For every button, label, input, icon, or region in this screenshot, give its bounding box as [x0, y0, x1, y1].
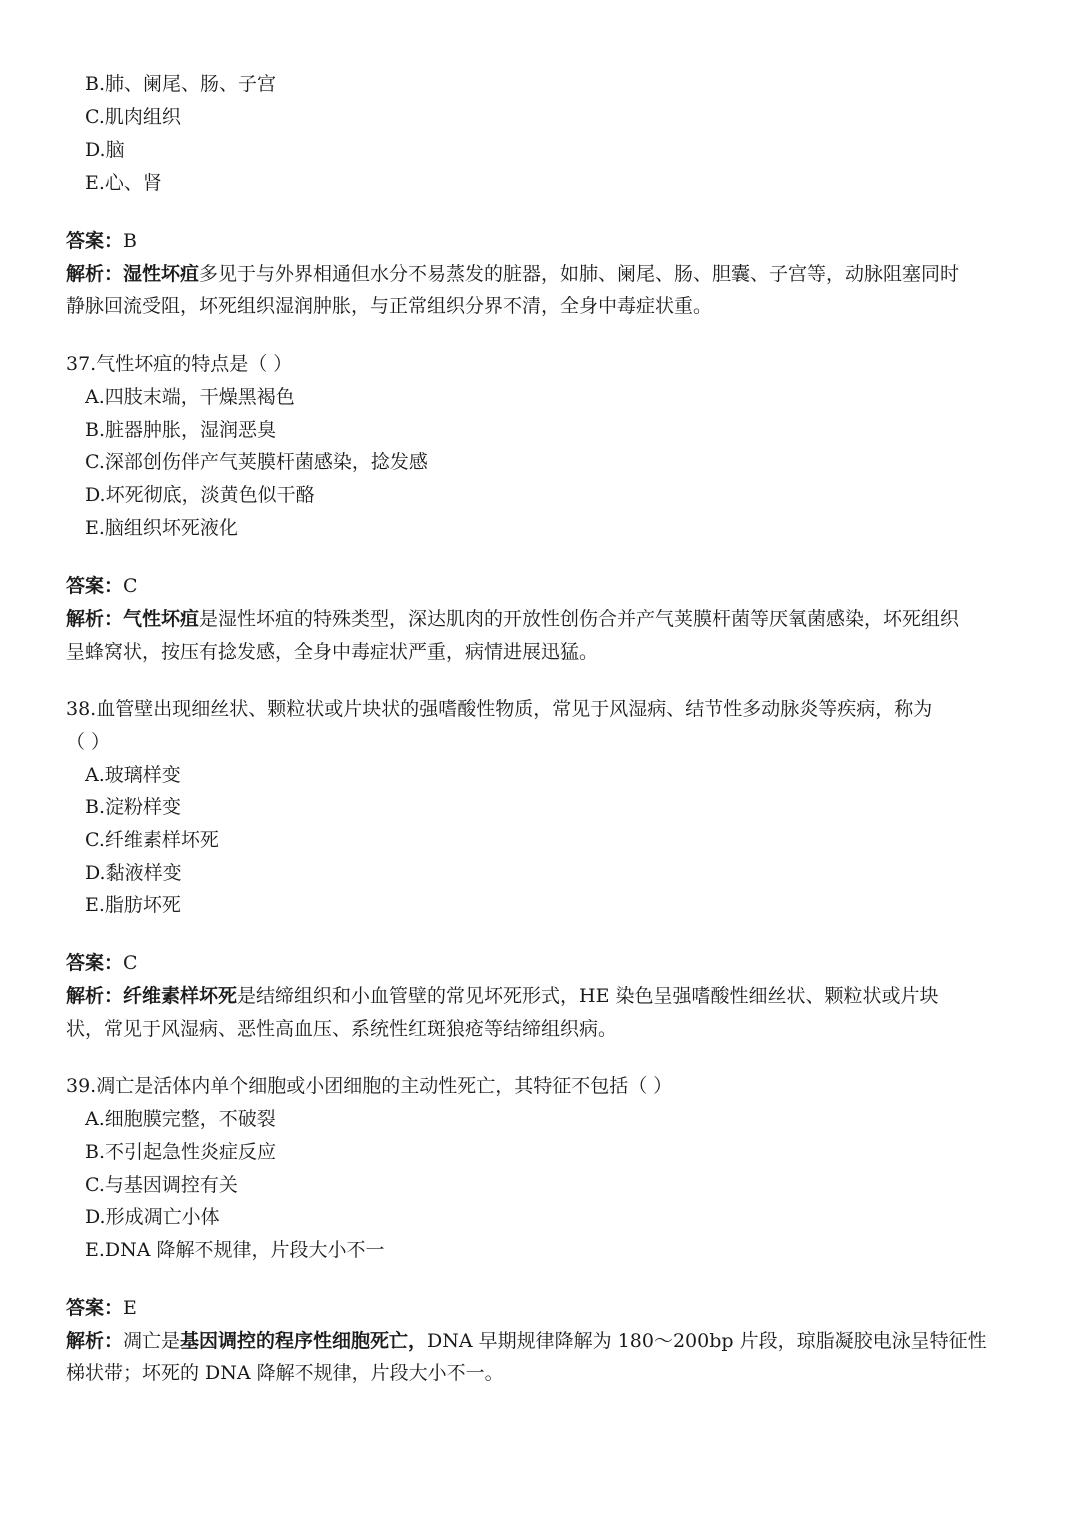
answer-value: E: [123, 1297, 137, 1319]
question-38-line1: 38.血管壁出现细丝状、颗粒状或片块状的强嗜酸性物质，常见于风湿病、结节性多动脉炎等疾病，称为: [66, 698, 933, 720]
explanation-36-line2: 静脉回流受阻，坏死组织湿润肿胀，与正常组织分界不清，全身中毒症状重。: [66, 295, 713, 317]
option-d: D.坏死彻底，淡黄色似干酪: [85, 484, 315, 506]
answer-39: [66, 1296, 137, 1320]
answer-37: [66, 574, 138, 598]
explanation-text: 多见于与外界相通但水分不易蒸发的脏器，如肺、阑尾、肠、胆囊、子宫等，动脉阻塞同时: [199, 263, 960, 285]
explanation-keyword: 湿性坏疽: [123, 263, 200, 285]
explanation-label: 解析：: [66, 1330, 124, 1352]
option-a: A.四肢末端，干燥黑褐色: [85, 386, 295, 408]
option-c: C.肌肉组织: [85, 106, 181, 128]
option-b: B.脏器肿胀，湿润恶臭: [85, 419, 277, 441]
option-d: D.黏液样变: [85, 862, 182, 884]
option-c: C.纤维素样坏死: [85, 829, 219, 851]
explanation-38-line2: 状，常见于风湿病、恶性高血压、系统性红斑狼疮等结缔组织病。: [66, 1018, 618, 1040]
question-39: 39.凋亡是活体内单个细胞或小团细胞的主动性死亡，其特征不包括（ ）: [66, 1075, 673, 1097]
explanation-37-line2: 呈蜂窝状，按压有捻发感，全身中毒症状严重，病情进展迅猛。: [66, 641, 599, 663]
answer-label: 答案：: [66, 575, 124, 597]
explanation-39-line2: 梯状带；坏死的 DNA 降解不规律，片段大小不一。: [66, 1362, 504, 1384]
answer-38: [66, 951, 138, 975]
option-b: B.淀粉样变: [85, 796, 182, 818]
answer-label: 答案：: [66, 1297, 124, 1319]
option-a: A.细胞膜完整，不破裂: [85, 1108, 276, 1130]
option-e: E.DNA 降解不规律，片段大小不一: [85, 1239, 385, 1261]
option-a: A.玻璃样变: [85, 764, 181, 786]
explanation-36-line1: [66, 262, 959, 286]
explanation-label: 解析：: [66, 985, 124, 1007]
answer-value: C: [123, 575, 138, 597]
explanation-prefix: 凋亡是: [123, 1330, 181, 1352]
option-b: B.肺、阑尾、肠、子宫: [85, 73, 277, 95]
explanation-text: 是湿性坏疽的特殊类型，深达肌肉的开放性创伤合并产气荚膜杆菌等厌氧菌感染，坏死组织: [199, 608, 960, 630]
option-e: E.脂肪坏死: [85, 894, 181, 916]
explanation-38-line1: [66, 984, 939, 1008]
option-b: B.不引起急性炎症反应: [85, 1141, 277, 1163]
explanation-39-line1: [66, 1329, 987, 1353]
question-38-line2: （ ）: [66, 731, 111, 753]
explanation-label: 解析：: [66, 263, 124, 285]
explanation-keyword: 纤维素样坏死: [123, 985, 238, 1007]
answer-label: 答案：: [66, 230, 124, 252]
answer-value: B: [123, 230, 137, 252]
explanation-text: 是结缔组织和小血管壁的常见坏死形式，HE 染色呈强嗜酸性细丝状、颗粒状或片块: [237, 985, 939, 1007]
explanation-keyword: 基因调控的程序性细胞死亡，: [180, 1330, 428, 1352]
explanation-text: DNA 早期规律降解为 180～200bp 片段，琼脂凝胶电泳呈特征性: [427, 1330, 987, 1352]
option-d: D.脑: [85, 139, 125, 161]
option-c: C.深部创伤伴产气荚膜杆菌感染，捻发感: [85, 451, 428, 473]
answer-36: [66, 229, 137, 253]
explanation-37-line1: [66, 607, 959, 631]
explanation-label: 解析：: [66, 608, 124, 630]
option-e: E.心、肾: [85, 172, 162, 194]
option-d: D.形成凋亡小体: [85, 1206, 220, 1228]
explanation-keyword: 气性坏疽: [123, 608, 200, 630]
option-c: C.与基因调控有关: [85, 1174, 238, 1196]
answer-value: C: [123, 952, 138, 974]
option-e: E.脑组织坏死液化: [85, 517, 238, 539]
question-37: 37.气性坏疽的特点是（ ）: [66, 353, 293, 375]
answer-label: 答案：: [66, 952, 124, 974]
